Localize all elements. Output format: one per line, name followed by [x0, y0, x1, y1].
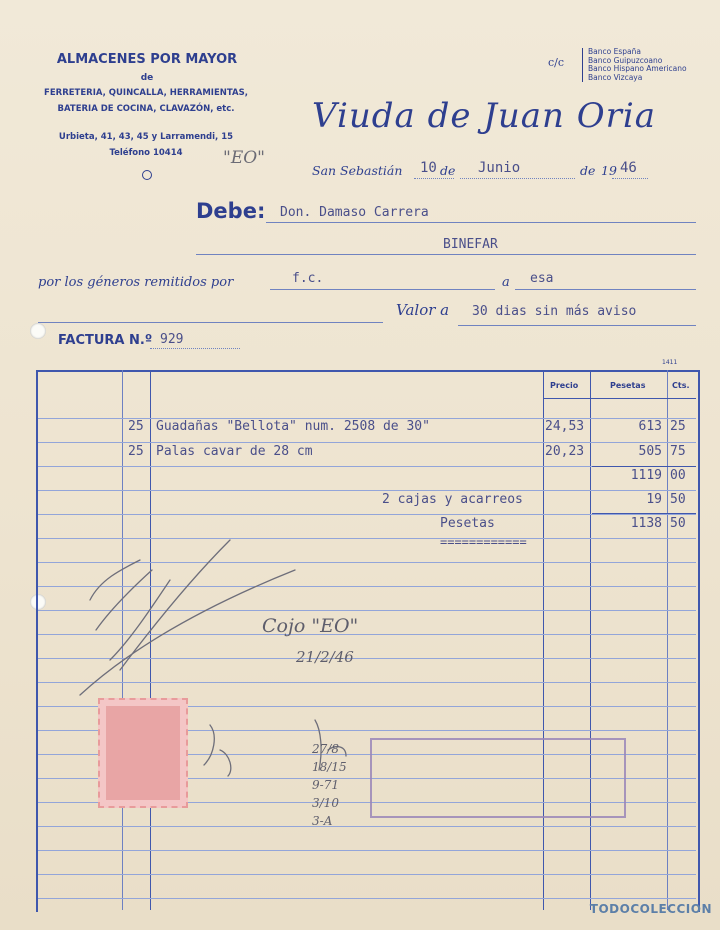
- letterhead-de: de: [140, 73, 154, 83]
- row-rule: [38, 874, 696, 875]
- bank-item: Banco España: [588, 47, 641, 56]
- handwritten-note-stroke: [204, 725, 231, 776]
- date-month: Junio: [478, 160, 521, 176]
- firm-name: Viuda de Juan Oria: [312, 96, 657, 136]
- row1-desc: Guadañas "Bellota" num. 2508 de 30": [156, 419, 430, 434]
- row-rule: [38, 490, 696, 491]
- factura-label: FACTURA N.º: [58, 333, 153, 348]
- customer-rule: [266, 222, 696, 223]
- bank-item: Banco Vizcaya: [588, 72, 643, 82]
- total-cts: 50: [670, 516, 686, 531]
- handwritten-cojo-note: Cojo "EO": [262, 615, 359, 637]
- rubber-stamp-faded: [370, 738, 626, 818]
- date-month-rule: [460, 178, 575, 179]
- punch-hole-top: [30, 323, 46, 339]
- date-de-1: de: [440, 163, 456, 178]
- total-pesetas: 1138: [630, 516, 662, 531]
- subtotal-rule: [592, 466, 696, 467]
- row1-pesetas: 613: [638, 419, 662, 434]
- subtotal-pesetas: 1119: [630, 468, 662, 483]
- total-dash-line: ============: [440, 535, 527, 549]
- subtotal-cts: 00: [670, 468, 686, 483]
- date-year-prefix: 19: [601, 163, 617, 178]
- date-day: 10: [420, 160, 437, 176]
- row-rule: [38, 514, 696, 515]
- row1-qty: 25: [128, 419, 144, 434]
- letterhead-line1: FERRETERIA, QUINCALLA, HERRAMIENTAS,: [44, 88, 248, 98]
- revenue-stamp-icon: [98, 698, 188, 808]
- header-cts: Cts.: [672, 381, 690, 390]
- total-rule: [592, 513, 696, 514]
- letterhead-phone: Teléfono 10414: [109, 148, 183, 158]
- factura-rule: [150, 348, 240, 349]
- row2-qty: 25: [128, 444, 144, 459]
- bank-item: Banco Guipuzcoano: [588, 55, 663, 65]
- extras-desc: 2 cajas y acarreos: [382, 492, 523, 507]
- row2-price: 20,23: [545, 444, 585, 459]
- shipping-label: por los géneros remitidos por: [38, 275, 234, 290]
- shipping-extra-rule: [38, 322, 383, 323]
- letterhead-ornament-icon: [142, 170, 152, 180]
- date-year-rule: [612, 178, 648, 179]
- coat-of-arms-icon: [106, 706, 180, 800]
- bank-prefix: c/c: [548, 56, 565, 69]
- shipping-destination: esa: [530, 271, 554, 286]
- extras-cts: 50: [670, 492, 686, 507]
- letterhead-address: Urbieta, 41, 43, 45 y Larramendi, 15: [58, 132, 234, 142]
- shipping-a-label: a: [502, 275, 510, 290]
- date-de-2: de: [580, 163, 596, 178]
- row1-cts: 25: [670, 419, 686, 434]
- handwritten-dates: 27/8 18/15 9-71 3/10 3-A: [312, 742, 347, 828]
- signature-stroke: [90, 560, 170, 660]
- shipping-via: f.c.: [292, 271, 324, 286]
- form-code: 1411: [662, 359, 678, 366]
- bank-item: Banco Hispano Americano: [588, 64, 687, 73]
- row2-pesetas: 505: [638, 444, 662, 459]
- date-day-rule: [414, 178, 454, 179]
- row-rule: [38, 898, 696, 899]
- header-precio: Precio: [550, 381, 579, 390]
- extras-pesetas: 19: [646, 492, 662, 507]
- terms-label: Valor a: [396, 301, 450, 319]
- letterhead-title: ALMACENES POR MAYOR: [56, 52, 238, 67]
- town-rule: [196, 254, 696, 255]
- shipping-via-rule: [270, 289, 495, 290]
- debe-label: Debe:: [196, 199, 266, 223]
- row1-price: 24,53: [545, 419, 585, 434]
- shipping-dest-rule: [515, 289, 696, 290]
- row2-desc: Palas cavar de 28 cm: [156, 444, 313, 459]
- handwritten-date-note: 21/2/46: [296, 648, 354, 666]
- letterhead-line2: BATERIA DE COCINA, CLAVAZÓN, etc.: [57, 104, 235, 114]
- total-label: Pesetas: [440, 516, 495, 531]
- handwritten-eo-mark: "EO": [223, 148, 265, 168]
- terms-rule: [458, 325, 696, 326]
- row2-cts: 75: [670, 444, 686, 459]
- terms-value: 30 dias sin más aviso: [472, 304, 637, 319]
- watermark: TODOCOLECCION: [589, 902, 712, 916]
- header-underline: [543, 398, 696, 399]
- header-pesetas: Pesetas: [610, 381, 646, 390]
- bank-list: [582, 48, 687, 82]
- date-place-label: San Sebastián: [312, 163, 403, 178]
- date-year-suffix: 46: [620, 160, 637, 176]
- customer-town: BINEFAR: [443, 237, 498, 252]
- row-rule: [38, 442, 696, 443]
- customer-name: Don. Damaso Carrera: [280, 205, 429, 220]
- factura-number: 929: [160, 332, 184, 347]
- row-rule: [38, 850, 696, 851]
